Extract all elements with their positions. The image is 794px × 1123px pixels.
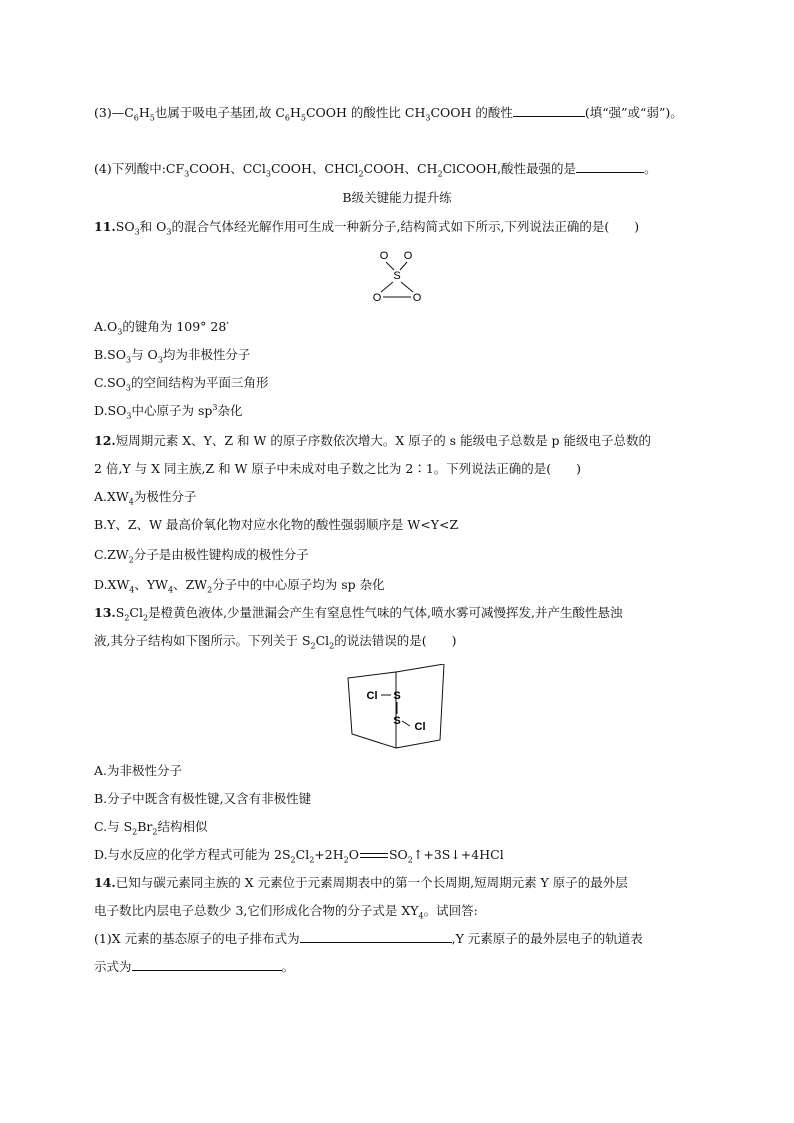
q12-option-a[interactable]: $A.XW_4$为极性分子 (94, 489, 197, 507)
question-number: 13. (94, 605, 116, 620)
section-title: B级关键能力提升练 (342, 190, 452, 205)
oxygen-atom-bottom-right: O (412, 292, 422, 304)
q11-option-a[interactable]: $A.O_3$的键角为 109° 28′ (94, 319, 230, 337)
answer-blank[interactable] (513, 104, 585, 117)
q10-part4: (4)下列酸中$:CF_3COOH$、CCl$_3$COOH、CHCl$_2$COOH、$CH_2ClCOOH$,酸性最强的是 。 (94, 161, 657, 179)
chlorine-atom-upper: Cl (366, 690, 378, 702)
q13-option-b[interactable]: B.分子中既含有极性键,又含有非极性键 (94, 791, 312, 806)
q12-option-d[interactable]: $D.XW_4$、$YW_4$、$ZW_2$分子中的中心原子均为 sp 杂化 (94, 577, 385, 595)
equation-double-bar (360, 853, 388, 858)
q12-option-b[interactable]: B.Y、Z、W 最高价氧化物对应水化物的酸性强弱顺序是 W<Y<Z (94, 517, 459, 532)
chlorine-atom-lower: Cl (414, 721, 426, 733)
q13-option-a[interactable]: A.为非极性分子 (94, 763, 183, 778)
q11-option-c[interactable]: $C.SO_3$的空间结构为平面三角形 (94, 375, 269, 393)
sulfur-atom-lower: S (393, 715, 401, 727)
bond-s-o-left (381, 282, 393, 292)
q12-stem-line1: 12.短周期元素 X、Y、Z 和 W 的原子序数依次增大。X 原子的 s 能级电子总数是 p 能级电子总数的 (94, 433, 652, 448)
answer-blank[interactable] (300, 930, 452, 943)
bond-s-o-right (401, 282, 413, 292)
q10-part3: $(3)—C_6H_5$也属于吸电子基团,故 $C_6H_5COOH$ 的酸性比 $CH_3COOH$ 的酸性 (填“强”或“弱”)。 (94, 105, 683, 123)
answer-blank[interactable] (132, 958, 282, 971)
q12-stem-line2: 2 倍,Y 与 X 同主族,Z 和 W 原子中未成对电子数之比为 2∶1。下列说法正确的是( ) (94, 461, 582, 476)
q11-structure-diagram (360, 246, 436, 308)
q13-stem-line2: 液,其分子结构如下图所示。下列关于 $S_2Cl_2$的说法错误的是( ) (94, 633, 457, 651)
question-number: 12. (94, 433, 116, 448)
dihedral-plane-right (396, 664, 444, 748)
q13-stem-line1: $13.S_2Cl_2$是橙黄色液体,少量泄漏会产生有窒息性气味的气体,喷水雾可减慢挥发,并产生酸性悬浊 (94, 605, 623, 623)
q11-option-b[interactable]: $B.SO_3$与 $O_3$均为非极性分子 (94, 347, 251, 365)
question-number: 11. (94, 219, 116, 234)
q12-option-c[interactable]: $C.ZW_2$分子是由极性键构成的极性分子 (94, 547, 309, 565)
oxygen-atom-top-right: O (403, 250, 413, 262)
arrow-bond-left (386, 262, 394, 270)
q11-option-d[interactable]: $D.SO_3$中心原子为 $sp^3$杂化 (94, 402, 243, 421)
q14-stem-line2: 电子数比内层电子总数少 3,它们形成化合物的分子式是 $XY_4$。试回答: (94, 903, 478, 921)
q14-stem-line1: 14.已知与碳元素同主族的 X 元素位于元素周期表中的第一个长周期,短周期元素 Y 原子的最外层 (94, 875, 628, 890)
arrow-bond-right (400, 262, 407, 270)
q13-structure-diagram (340, 664, 450, 752)
q14-part1-line2: 示式为 。 (94, 959, 295, 974)
sulfur-atom: S (393, 270, 401, 282)
q11-stem: $11.SO_3$和 $O_3$的混合气体经光解作用可生成一种新分子,结构简式如下所示,下列说法正确的是( ) (94, 219, 640, 237)
bond-s-cl-lower (402, 721, 410, 726)
oxygen-atom-top-left: O (379, 250, 389, 262)
q13-option-c[interactable]: C.与 $S_2Br_2$结构相似 (94, 819, 208, 837)
sulfur-atom-upper: S (393, 690, 401, 702)
q14-part1-line1: (1)X 元素的基态原子的电子排布式为 ,Y 元素原子的最外层电子的轨道表 (94, 931, 643, 946)
oxygen-atom-bottom-left: O (372, 292, 382, 304)
question-number: 14. (94, 875, 116, 890)
answer-blank[interactable] (576, 160, 644, 173)
dihedral-plane-left (348, 672, 396, 748)
q13-option-d[interactable]: D.与水反应的化学方程式可能为 $2S_2Cl_2+2H_2O$ $SO_2↑+3S↓+4HCl$ (94, 847, 504, 865)
